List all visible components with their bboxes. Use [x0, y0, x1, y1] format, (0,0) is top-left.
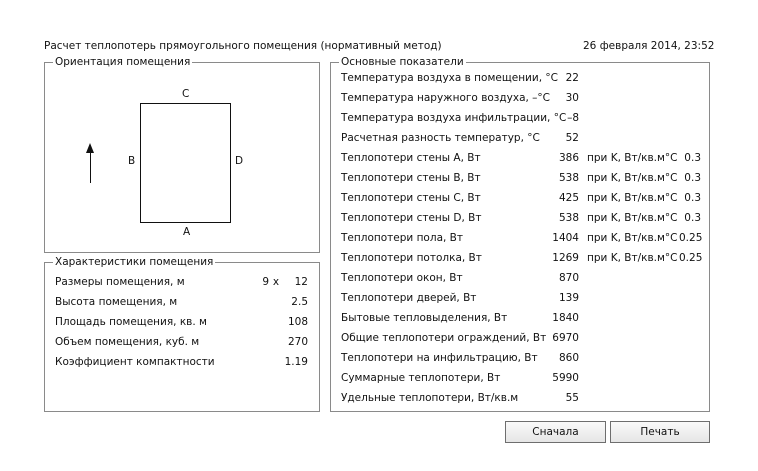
indicator-label: Бытовые тепловыделения, Вт [341, 312, 508, 324]
k-coefficient-value: 0.25 [679, 232, 703, 244]
characteristic-value: 1.19 [284, 356, 308, 368]
print-button[interactable]: Печать [610, 421, 710, 443]
indicator-row [341, 171, 706, 185]
characteristic-value: 2.5 [291, 296, 308, 308]
dims-row [55, 275, 315, 289]
wall-label-left: B [128, 155, 136, 167]
characteristic-row [55, 335, 315, 349]
indicator-label: Расчетная разность температур, °С [341, 132, 540, 144]
indicator-row [341, 331, 706, 345]
k-coefficient-value: 0.3 [684, 192, 701, 204]
indicator-row [341, 211, 706, 225]
characteristic-value: 270 [287, 336, 308, 348]
indicator-value: 22 [565, 72, 579, 84]
orientation-group [44, 56, 320, 253]
indicator-label: Теплопотери стены A, Вт [341, 152, 481, 164]
characteristic-label: Высота помещения, м [55, 296, 178, 308]
characteristic-label: Коэффициент компактности [55, 356, 215, 368]
k-coefficient-label: при K, Вт/кв.м°С [587, 192, 678, 204]
indicator-value: 1404 [552, 232, 579, 244]
indicator-value: 425 [558, 192, 579, 204]
indicator-label: Теплопотери потолка, Вт [341, 252, 482, 264]
dims-width: 9 [262, 276, 269, 288]
timestamp: 26 февраля 2014, 23:52 [583, 40, 715, 52]
characteristic-row [55, 295, 315, 309]
wall-label-right: D [235, 155, 244, 167]
characteristic-row [55, 315, 315, 329]
k-coefficient-value: 0.3 [684, 172, 701, 184]
indicator-value: 538 [558, 212, 579, 224]
indicator-row [341, 71, 706, 85]
indicator-value: –8 [567, 112, 579, 124]
characteristics-group [44, 256, 320, 412]
k-coefficient-value: 0.3 [684, 152, 701, 164]
indicator-label: Теплопотери дверей, Вт [341, 292, 477, 304]
indicator-value: 1840 [552, 312, 579, 324]
k-coefficient-label: при K, Вт/кв.м°С [587, 252, 678, 264]
dims-length: 12 [294, 276, 308, 288]
k-coefficient-label: при K, Вт/кв.м°С [587, 232, 678, 244]
orientation-legend: Ориентация помещения [55, 56, 191, 68]
indicator-label: Теплопотери стены D, Вт [341, 212, 482, 224]
indicator-row [341, 231, 706, 245]
north-arrow-shaft [90, 151, 91, 183]
indicator-label: Температура наружного воздуха, –°С [341, 92, 551, 104]
indicator-label: Теплопотери стены C, Вт [341, 192, 481, 204]
indicator-row [341, 111, 706, 125]
indicator-label: Теплопотери стены B, Вт [341, 172, 481, 184]
indicator-row [341, 371, 706, 385]
indicator-row [341, 351, 706, 365]
indicator-value: 139 [558, 292, 579, 304]
indicator-value: 6970 [552, 332, 579, 344]
indicator-row [341, 131, 706, 145]
indicator-row [341, 251, 706, 265]
indicator-value: 52 [565, 132, 579, 144]
k-coefficient-value: 0.3 [684, 212, 701, 224]
reset-button[interactable]: Сначала [505, 421, 606, 443]
wall-label-bottom: A [183, 226, 191, 238]
k-coefficient-label: при K, Вт/кв.м°С [587, 152, 678, 164]
indicator-label: Теплопотери на инфильтрацию, Вт [341, 352, 538, 364]
indicator-row [341, 151, 706, 165]
room-outline [140, 103, 231, 223]
dims-separator: x [272, 276, 280, 288]
k-coefficient-value: 0.25 [679, 252, 703, 264]
indicator-row [341, 391, 706, 405]
k-coefficient-label: при K, Вт/кв.м°С [587, 212, 678, 224]
indicator-row [341, 191, 706, 205]
indicator-value: 30 [565, 92, 579, 104]
indicator-label: Температура воздуха инфильтрации, °С [341, 112, 567, 124]
page-title: Расчет теплопотерь прямоугольного помещения (нормативный метод) [44, 40, 442, 52]
indicator-label: Теплопотери пола, Вт [341, 232, 463, 244]
characteristic-label: Объем помещения, куб. м [55, 336, 200, 348]
indicator-value: 1269 [552, 252, 579, 264]
characteristics-legend: Характеристики помещения [55, 256, 214, 268]
indicator-label: Температура воздуха в помещении, °С [341, 72, 558, 84]
characteristic-label: Площадь помещения, кв. м [55, 316, 207, 328]
indicator-row [341, 91, 706, 105]
indicator-value: 55 [565, 392, 579, 404]
dims-label: Размеры помещения, м [55, 276, 185, 288]
indicator-row [341, 271, 706, 285]
indicator-value: 870 [558, 272, 579, 284]
indicators-legend: Основные показатели [341, 56, 464, 68]
indicator-value: 538 [558, 172, 579, 184]
indicator-value: 386 [558, 152, 579, 164]
characteristic-value: 108 [287, 316, 308, 328]
indicator-row [341, 311, 706, 325]
indicator-label: Общие теплопотери ограждений, Вт [341, 332, 547, 344]
indicator-row [341, 291, 706, 305]
indicator-label: Суммарные теплопотери, Вт [341, 372, 501, 384]
indicator-label: Удельные теплопотери, Вт/кв.м [341, 392, 519, 404]
characteristic-row [55, 355, 315, 369]
indicators-group [330, 56, 710, 412]
indicator-label: Теплопотери окон, Вт [341, 272, 463, 284]
indicator-value: 5990 [552, 372, 579, 384]
k-coefficient-label: при K, Вт/кв.м°С [587, 172, 678, 184]
indicator-value: 860 [558, 352, 579, 364]
wall-label-top: C [182, 88, 190, 100]
